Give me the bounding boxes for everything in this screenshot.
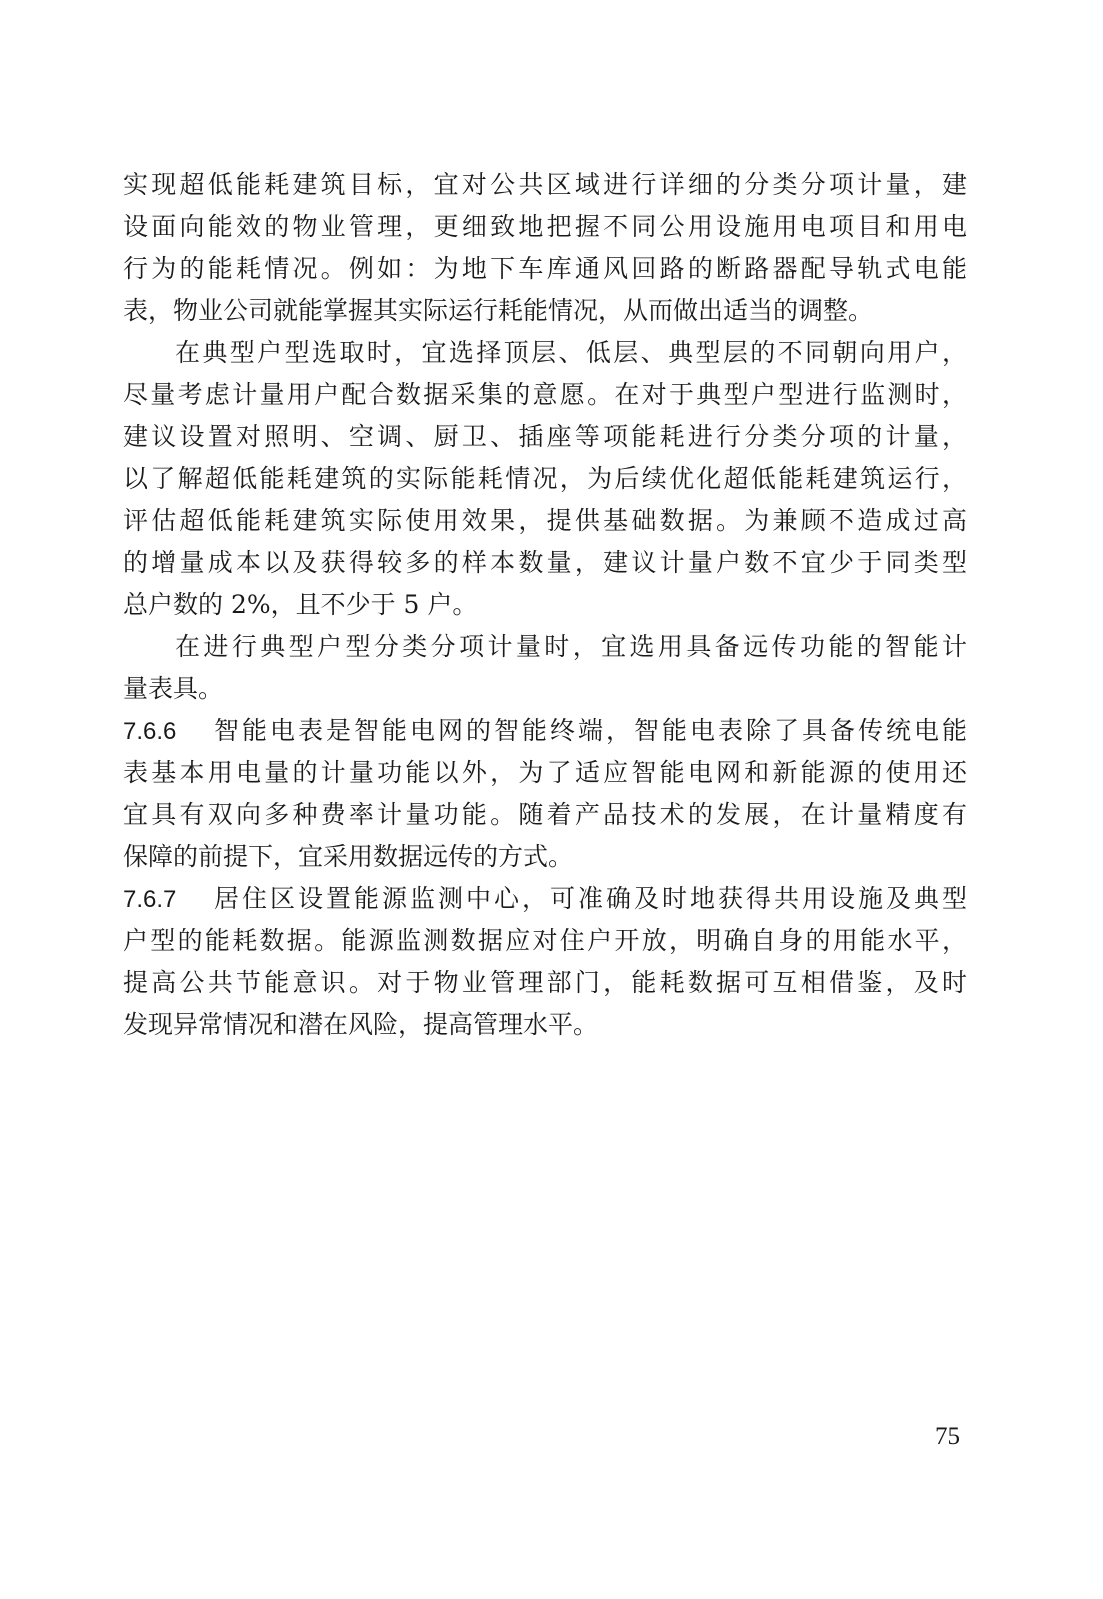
clause-text: 智能电表是智能电网的智能终端，智能电表除了具备传统电能	[211, 716, 967, 745]
body-line: 总户数的 2%，且不少于 5 户。	[123, 590, 478, 619]
page-body	[123, 164, 967, 1046]
clause-line	[123, 878, 967, 920]
body-line: 表基本用电量的计量功能以外，为了适应智能电网和新能源的使用还	[123, 758, 967, 787]
body-line: 以了解超低能耗建筑的实际能耗情况，为后续优化超低能耗建筑运行，	[123, 464, 967, 493]
body-line: 保障的前提下，宜采用数据远传的方式。	[123, 842, 574, 871]
clause-text: 居住区设置能源监测中心，可准确及时地获得共用设施及典型	[211, 884, 967, 913]
body-line: 尽量考虑计量用户配合数据采集的意愿。在对于典型户型进行监测时，	[123, 380, 967, 409]
body-line: 评估超低能耗建筑实际使用效果，提供基础数据。为兼顾不造成过高	[123, 506, 967, 535]
body-line: 设面向能效的物业管理，更细致地把握不同公用设施用电项目和用电	[123, 212, 967, 241]
body-line: 发现异常情况和潜在风险，提高管理水平。	[123, 1010, 599, 1039]
body-line: 在典型户型选取时，宜选择顶层、低层、典型层的不同朝向用户，	[175, 338, 967, 367]
body-line: 户型的能耗数据。能源监测数据应对住户开放，明确自身的用能水平，	[123, 926, 967, 955]
body-line: 提高公共节能意识。对于物业管理部门，能耗数据可互相借鉴，及时	[123, 968, 967, 997]
body-line: 宜具有双向多种费率计量功能。随着产品技术的发展，在计量精度有	[123, 800, 967, 829]
clause-number: 7.6.6	[123, 718, 177, 745]
body-line: 实现超低能耗建筑目标，宜对公共区域进行详细的分类分项计量，建	[123, 170, 967, 199]
page-number: 75	[935, 1423, 960, 1450]
body-line: 建议设置对照明、空调、厨卫、插座等项能耗进行分类分项的计量，	[123, 422, 967, 451]
body-line: 在进行典型户型分类分项计量时，宜选用具备远传功能的智能计	[175, 632, 967, 661]
body-line: 表，物业公司就能掌握其实际运行耗能情况，从而做出适当的调整。	[123, 296, 874, 325]
body-line: 行为的能耗情况。例如：为地下车库通风回路的断路器配导轨式电能	[123, 254, 967, 283]
body-line: 量表具。	[123, 674, 224, 703]
clause-line	[123, 710, 967, 752]
clause-number: 7.6.7	[123, 886, 177, 913]
body-line: 的增量成本以及获得较多的样本数量，建议计量户数不宜少于同类型	[123, 548, 967, 577]
